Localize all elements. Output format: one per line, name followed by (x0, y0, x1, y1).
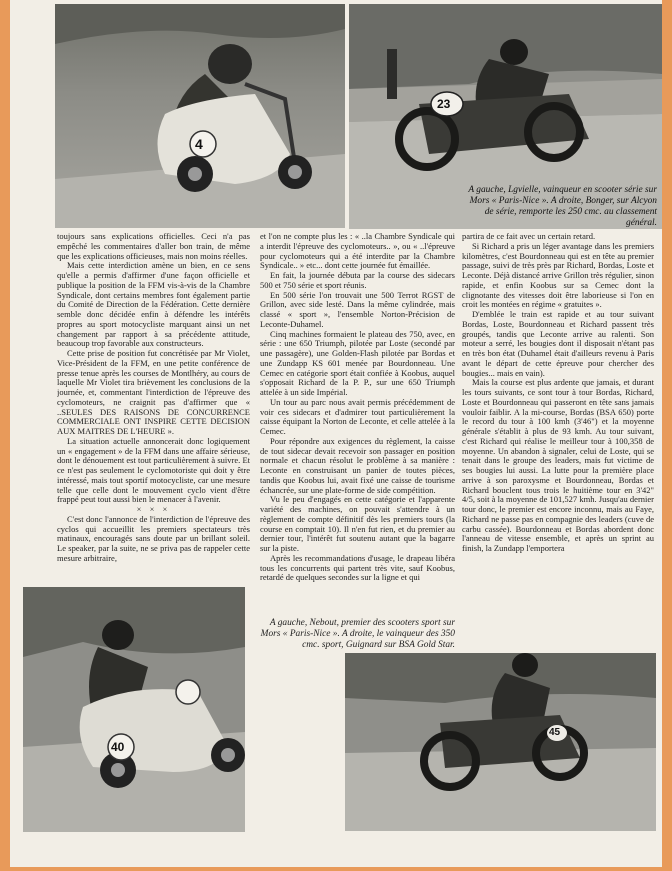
caption-bottom: A gauche, Nebout, premier des scooters sport sur Mors « Paris-Nice ». A droite, le vainqueur des 350 cmc. sport, Guignard sur BSA Gold Star. (260, 618, 455, 650)
col2-paragraph: et l'on ne compte plus les : « ..la Chambre Syndicale qui a interdit l'épreuve des cyclomoteurs.. », ou « ..l'épreuve pour cyclomoteurs qui a été interdite par la Chambre Syndicale.. » etc... dont cette journée fut émaillée. (260, 232, 455, 271)
col1-paragraph: La situation actuelle annoncerait donc logiquement un « engagement » de la FFM dans une affaire sérieuse, dont le dénouement est tout particulièrement à suivre. Et ce n'est pas seulement le cyclomotoriste qui doit y être intéressé, mais tout sportif motocycliste, car une mesure telle que celle dont le mouvement cyclo vient d'être frappé peut tout aussi bien le menacer à l'avenir. (57, 435, 250, 505)
photo-scooter-bottom (23, 587, 245, 832)
photo-motorcycle-top (349, 4, 662, 229)
article-column-2 (260, 232, 455, 616)
col2-paragraph: En 500 série l'on trouvait une 500 Terrot RGST de Grillon, avec side lesté. Dans la même cylindrée, mais classé « sport », l'ensemble Norton-Précision de Leconte-Duhamel. (260, 289, 455, 329)
race-number-4: 4 (195, 136, 203, 152)
caption-top: A gauche, Lgvielle, vainqueur en scooter série sur Mors « Paris-Nice ». A droite, Bonger, sur Alcyon de série, remporte les 250 cmc. au classement général. (468, 185, 657, 228)
magazine-page (10, 0, 662, 867)
col1-paragraph: Cette prise de position fut concrétisée par Mr Violet, Vice-Président de la FFM, en une petite conférence de presse tenue après les courses de Montlhéry, au cours de laquelle Mr Violet tira brièvement les conclusions de la journée, et, commentant l'interdiction de l'épreuve des cyclomoteurs, ne craignit pas d'affirmer que « ..SEULES DES RAISONS DE CONCURRENCE COMMERCIALE ONT INSPIRE CETTE DECISION AUX MAITRES DE L'HEURE ». (57, 348, 250, 436)
photo-motorcycle-bottom (345, 653, 656, 831)
race-number-45: 45 (549, 727, 561, 738)
section-separator: × × × (136, 504, 171, 514)
race-number-40: 40 (111, 740, 125, 754)
col2-paragraph: En fait, la journée débuta par la course des sidecars 500 et 750 série et sport réunis. (260, 270, 455, 290)
photo-scooter-top (55, 4, 345, 228)
col1-paragraph: Mais cette interdiction amène un bien, en ce sens qu'elle a permis d'affirmer d'une façon officielle et publique la position de la FFM vis-à-vis de la Chambre Syndicale, dont certains membres font également partie du Comité de Direction de la Fédération. Cette dernière semble donc décidée enfin à défendre les intérêts propres au sport motocycliste marquant ainsi un net changement par rapport à sa précédente attitude, beaucoup trop favorable aux constructeurs. (57, 260, 250, 349)
col2-paragraph: Vu le peu d'engagés en cette catégorie et l'apparente variété des machines, on pouvait s'attendre à un règlement de compte définitif dès les premiers tours (la course en comptait 10). Il n'en fut rien, et du premier au dernier tour, l'intérêt fut soutenu autant que la bagarre sur la piste. (260, 494, 455, 553)
col3-paragraph: D'emblée le train est rapide et au tour suivant Bordas, Loste, Bourdonneau et Richard passent très groupés, tandis que Leconte arrive au ralenti. Son moteur a serré, les bougies dont il disposait n'étant pas en très bon état (Duhamel était d'ailleurs revenu à Paris avant le départ de cette épreuve pour chercher des bougies... mais en vain). (462, 309, 654, 378)
col3-paragraph: Si Richard a pris un léger avantage dans les premiers kilomètres, c'est Bourdonneau qui est en tête au premier passage, suivi de très près par Richard, Bordas, Loste et Leconte. Déjà distancé arrive Grillon très régulier, sinon rapide, et enfin Koobus sur sa Cemec dont la clignotante des vitesses doit être laborieuse si l'on en croit les montées en régime « gratuites ». (462, 240, 654, 310)
col1-paragraph: toujours sans explications officielles. Ceci n'a pas empêché les commentaires d'aller bon train, de même que les explications officieuses, mais non moins réelles. (57, 232, 250, 261)
col2-paragraph: Après les recommandations d'usage, le drapeau libéra tous les concurrents qui partent très vite, sauf Koobus, retardé de quelques secondes sur la ligne et qui (260, 552, 455, 583)
col3-paragraph: partira de ce fait avec un certain retard. (462, 232, 596, 241)
article-column-1 (57, 232, 250, 584)
col2-paragraph: Un tour au parc nous avait permis précédemment de voir ces sidecars et d'admirer tout particulièrement la caisse équipant la Norton de Leconte, et celle attelée à la Cemec. (260, 396, 455, 436)
col1-paragraph: C'est donc l'annonce de l'interdiction de l'épreuve des cyclos qui accueillit les premiers spectateurs très matinaux, encouragés sans doute par un brillant soleil. Le speaker, par la suite, ne se priva pas de rappeler cette mesure arbitraire, (57, 513, 250, 563)
article-column-3 (462, 232, 654, 652)
race-number-23: 23 (437, 97, 451, 111)
col2-paragraph: Cinq machines formaient le plateau des 750, avec, en série : une 650 Triumph, pilotée par Loste (secondé par une passagère), une Golden-Flash pilotée par Bordas et une Zundapp KS 601 menée par Bourdonneau. Une Cemec en catégorie sport était confiée à Koobus, auquel s'opposait Richard de la P. P., sur une 650 Triumph attelée à un side Impérial. (260, 328, 455, 397)
col3-paragraph: Mais la course est plus ardente que jamais, et durant les tours suivants, ce sont tour à tour Bordas, Richard, Loste et Bourdonneau qui passeront en tête sans jamais vouloir faiblir. A la mi-course, Bordas (BSA 650) porte le record du tour à 100 kmh (3'46") et la moyenne générale s'établit à plus de 93 kmh. Au tour suivant, c'est Richard qui réalise le meilleur tour à 100,358 de moyenne. Un abandon à signaler, celui de Loste, qui se tenait dans le groupe des leaders, mais fut victime de ses bougies lui aussi. La lutte pour la première place arrive à son paroxysme et Bourdonneau, Bordas et Richard bouclent tous trois le huitième tour en 3'42" 4/5, soit à la moyenne de 101,527 kmh. Jusqu'au dernier tour donc, le premier est encore inconnu, mais au Faye, Richard ne passe pas en compagnie des leaders (cuve de carbu cassée). Bourdonneau et Bordas abordent donc l'anneau de vitesse ensemble, et après un sprint au finish, la Zundapp l'emportera (462, 377, 654, 553)
col2-paragraph: Pour répondre aux exigences du règlement, la caisse de tout sidecar devait recevoir son passager en position normale et chacun résolut le problème à sa manière : Leconte en construisant un panier de toutes pièces, tandis que Koobus lui, avait fixé une caisse de tourisme échancrée, sur une plate-forme de side compétition. (260, 435, 455, 495)
